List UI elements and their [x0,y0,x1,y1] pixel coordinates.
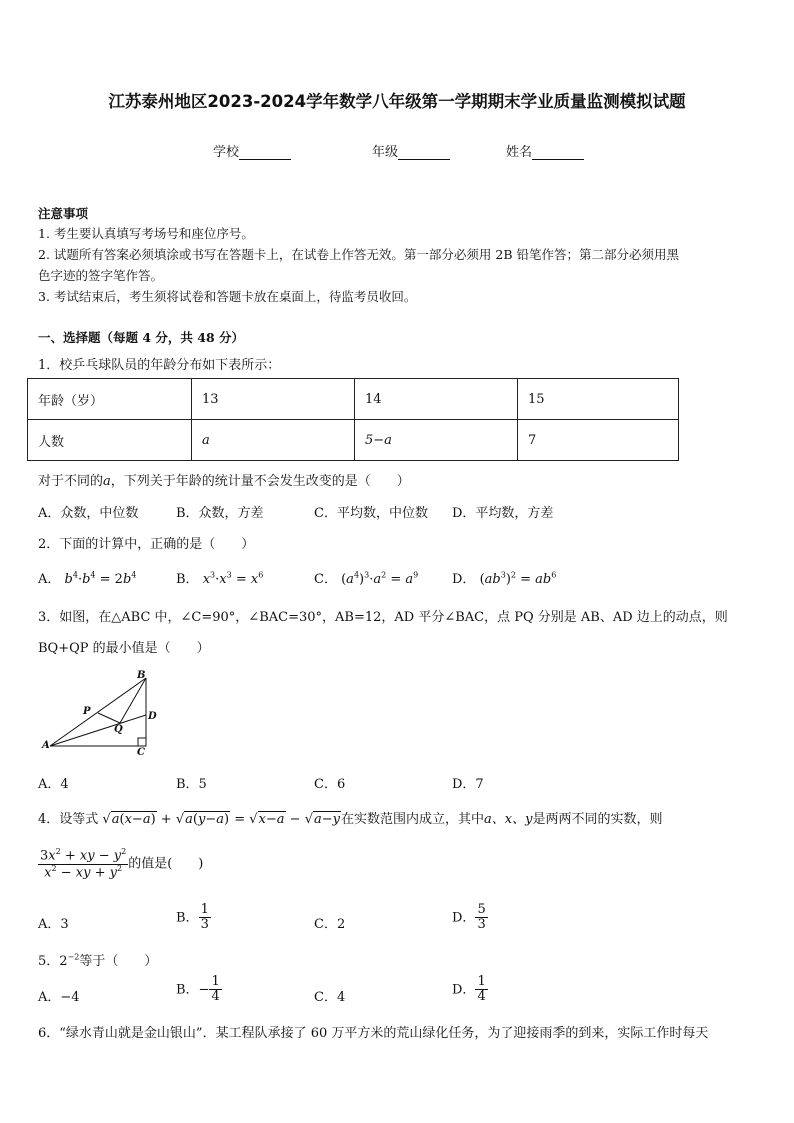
name-label: 姓名 [506,145,533,160]
q2-option-d[interactable]: D． $(ab^3)^2 = ab^6$ [452,570,557,587]
option-label: C． [314,572,337,587]
school-field [213,141,291,160]
q3-stem-line2: BQ+QP 的最小值是（ ） [38,641,210,656]
option-label: B．− [176,982,210,998]
table-cell: 年龄（岁） [28,379,192,420]
table-cell: 7 [518,420,679,461]
q1-stem: 1．校乒乓球队员的年龄分布如下表所示： [38,358,281,373]
q1-followup-var: a [103,474,111,489]
q4-option-b-fraction: $\frac{1}{3}$ [200,902,209,933]
table-cell: 5−a [355,420,518,461]
section-heading: 一、选择题（每题 4 分，共 48 分） [38,330,245,345]
point-label-c: C [137,747,145,756]
table-cell: 14 [355,379,518,420]
q5-option-d-fraction: $\frac{1}{4}$ [477,974,486,1005]
q3-option-b[interactable]: B．5 [176,777,207,792]
q5-option-d[interactable] [452,975,488,1005]
q4-option-b[interactable] [176,903,211,933]
segment-ab [50,678,146,746]
segment-pq [98,713,120,723]
q4-expression [38,848,203,880]
q5-option-b-fraction: $\frac{1}{4}$ [211,974,220,1005]
q3-option-a[interactable]: A．4 [38,777,69,792]
q4-suffix: 是两两不同的实数，则 [532,812,663,827]
q3-stem-line1: 3．如图，在△ABC 中，∠C=90°，∠BAC=30°，AB=12，AD 平分∠BAC，点 PQ 分别是 AB、AD 边上的动点，则 [38,610,728,625]
q5-number: 5． [38,954,60,969]
q1-followup-prefix: 对于不同的 [38,474,104,489]
table-row [28,420,679,461]
age-table [27,378,679,461]
page-title: 江苏泰州地区2023-2024学年数学八年级第一学期期末学业质量监测模拟试题 [108,92,686,111]
option-label: B． [176,572,199,587]
q4-prefix: 4．设等式 [38,812,99,827]
note-item: 色字迹的签字笔作答。 [38,268,164,283]
q1-followup-text: ，下列关于年龄的统计量不会发生改变的是（ ） [110,474,410,489]
q1-option-a[interactable]: A．众数，中位数 [38,506,139,521]
name-blank[interactable] [532,145,584,160]
table-row [28,379,679,420]
q2-option-b[interactable]: B． $x^3\cdot x^3 = x^6$ [176,570,264,587]
table-cell: 人数 [28,420,192,461]
notes-heading: 注意事项 [38,206,89,221]
q3-option-d[interactable]: D．7 [452,777,484,792]
q5-option-c[interactable]: C．4 [314,990,346,1005]
point-label-b: B [137,670,146,681]
q4-equation: √a(x−a) + √a(y−a) = √x−a − √a−y [102,812,341,827]
school-blank[interactable] [239,145,291,160]
q4-vars: a、x、y [484,812,533,827]
triangle-figure [40,668,170,756]
q4-fraction: $\frac{3x^2 + xy - y^2}{x^2 - xy + y^2}$ [40,847,127,880]
q4-option-c[interactable]: C．2 [314,917,346,932]
q1-option-d[interactable]: D．平均数，方差 [452,506,554,521]
grade-label: 年级 [372,145,399,160]
q5-option-b[interactable] [176,975,222,1005]
school-label: 学校 [213,145,240,160]
q2-option-a[interactable]: A． $b^4\cdot b^4 = 2b^4$ [38,570,137,587]
q4-stem [38,808,662,827]
q4-option-a[interactable]: A．3 [38,917,69,932]
q5-text: 等于（ ） [79,954,158,969]
segment-ad [50,715,146,746]
point-label-p: P [83,706,91,717]
table-cell: 13 [192,379,355,420]
note-item: 1. 考生要认真填写考场号和座位序号。 [38,226,254,241]
q4-option-d[interactable] [452,903,488,933]
point-label-a: A [42,740,50,751]
q5-option-a[interactable]: A．−4 [38,990,80,1005]
q1-option-b[interactable]: B．众数，方差 [176,506,264,521]
table-cell: a [192,420,355,461]
name-field [506,141,584,160]
note-item: 2. 试题所有答案必须填涂或书写在答题卡上，在试卷上作答无效。第一部分必须用 2B 铅笔作答；第二部分必须用黑 [38,247,679,262]
option-label: D． [452,910,476,926]
right-angle-mark [138,738,146,746]
grade-field [372,141,450,160]
q3-option-c[interactable]: C．6 [314,777,346,792]
point-label-d: D [148,711,157,722]
option-label: B． [176,910,199,926]
q6-stem: 6．“绿水青山就是金山银山”．某工程队承接了 60 万平方米的荒山绿化任务，为了迎接雨季的到来，实际工作时每天 [38,1026,709,1041]
point-label-q: Q [114,724,123,735]
option-label: D． [452,982,476,998]
q2-stem: 2．下面的计算中，正确的是（ ） [38,537,255,552]
table-cell: 15 [518,379,679,420]
q4-value-text: 的值是( ) [128,856,204,872]
q4-middle: 在实数范围内成立，其中 [341,812,485,827]
q5-stem: 5．$2^{-2}$等于（ ） [38,952,158,969]
q2-option-c[interactable]: C． $(a^4)^3\cdot a^2 = a^9$ [314,570,419,587]
q1-option-c[interactable]: C．平均数，中位数 [314,506,428,521]
q4-option-d-fraction: $\frac{5}{3}$ [477,902,486,933]
note-item: 3. 考试结束后，考生须将试卷和答题卡放在桌面上，待监考员收回。 [38,289,417,304]
grade-blank[interactable] [398,145,450,160]
q1-followup [38,470,410,489]
option-label: A． [38,572,61,587]
option-label: D． [452,572,476,587]
